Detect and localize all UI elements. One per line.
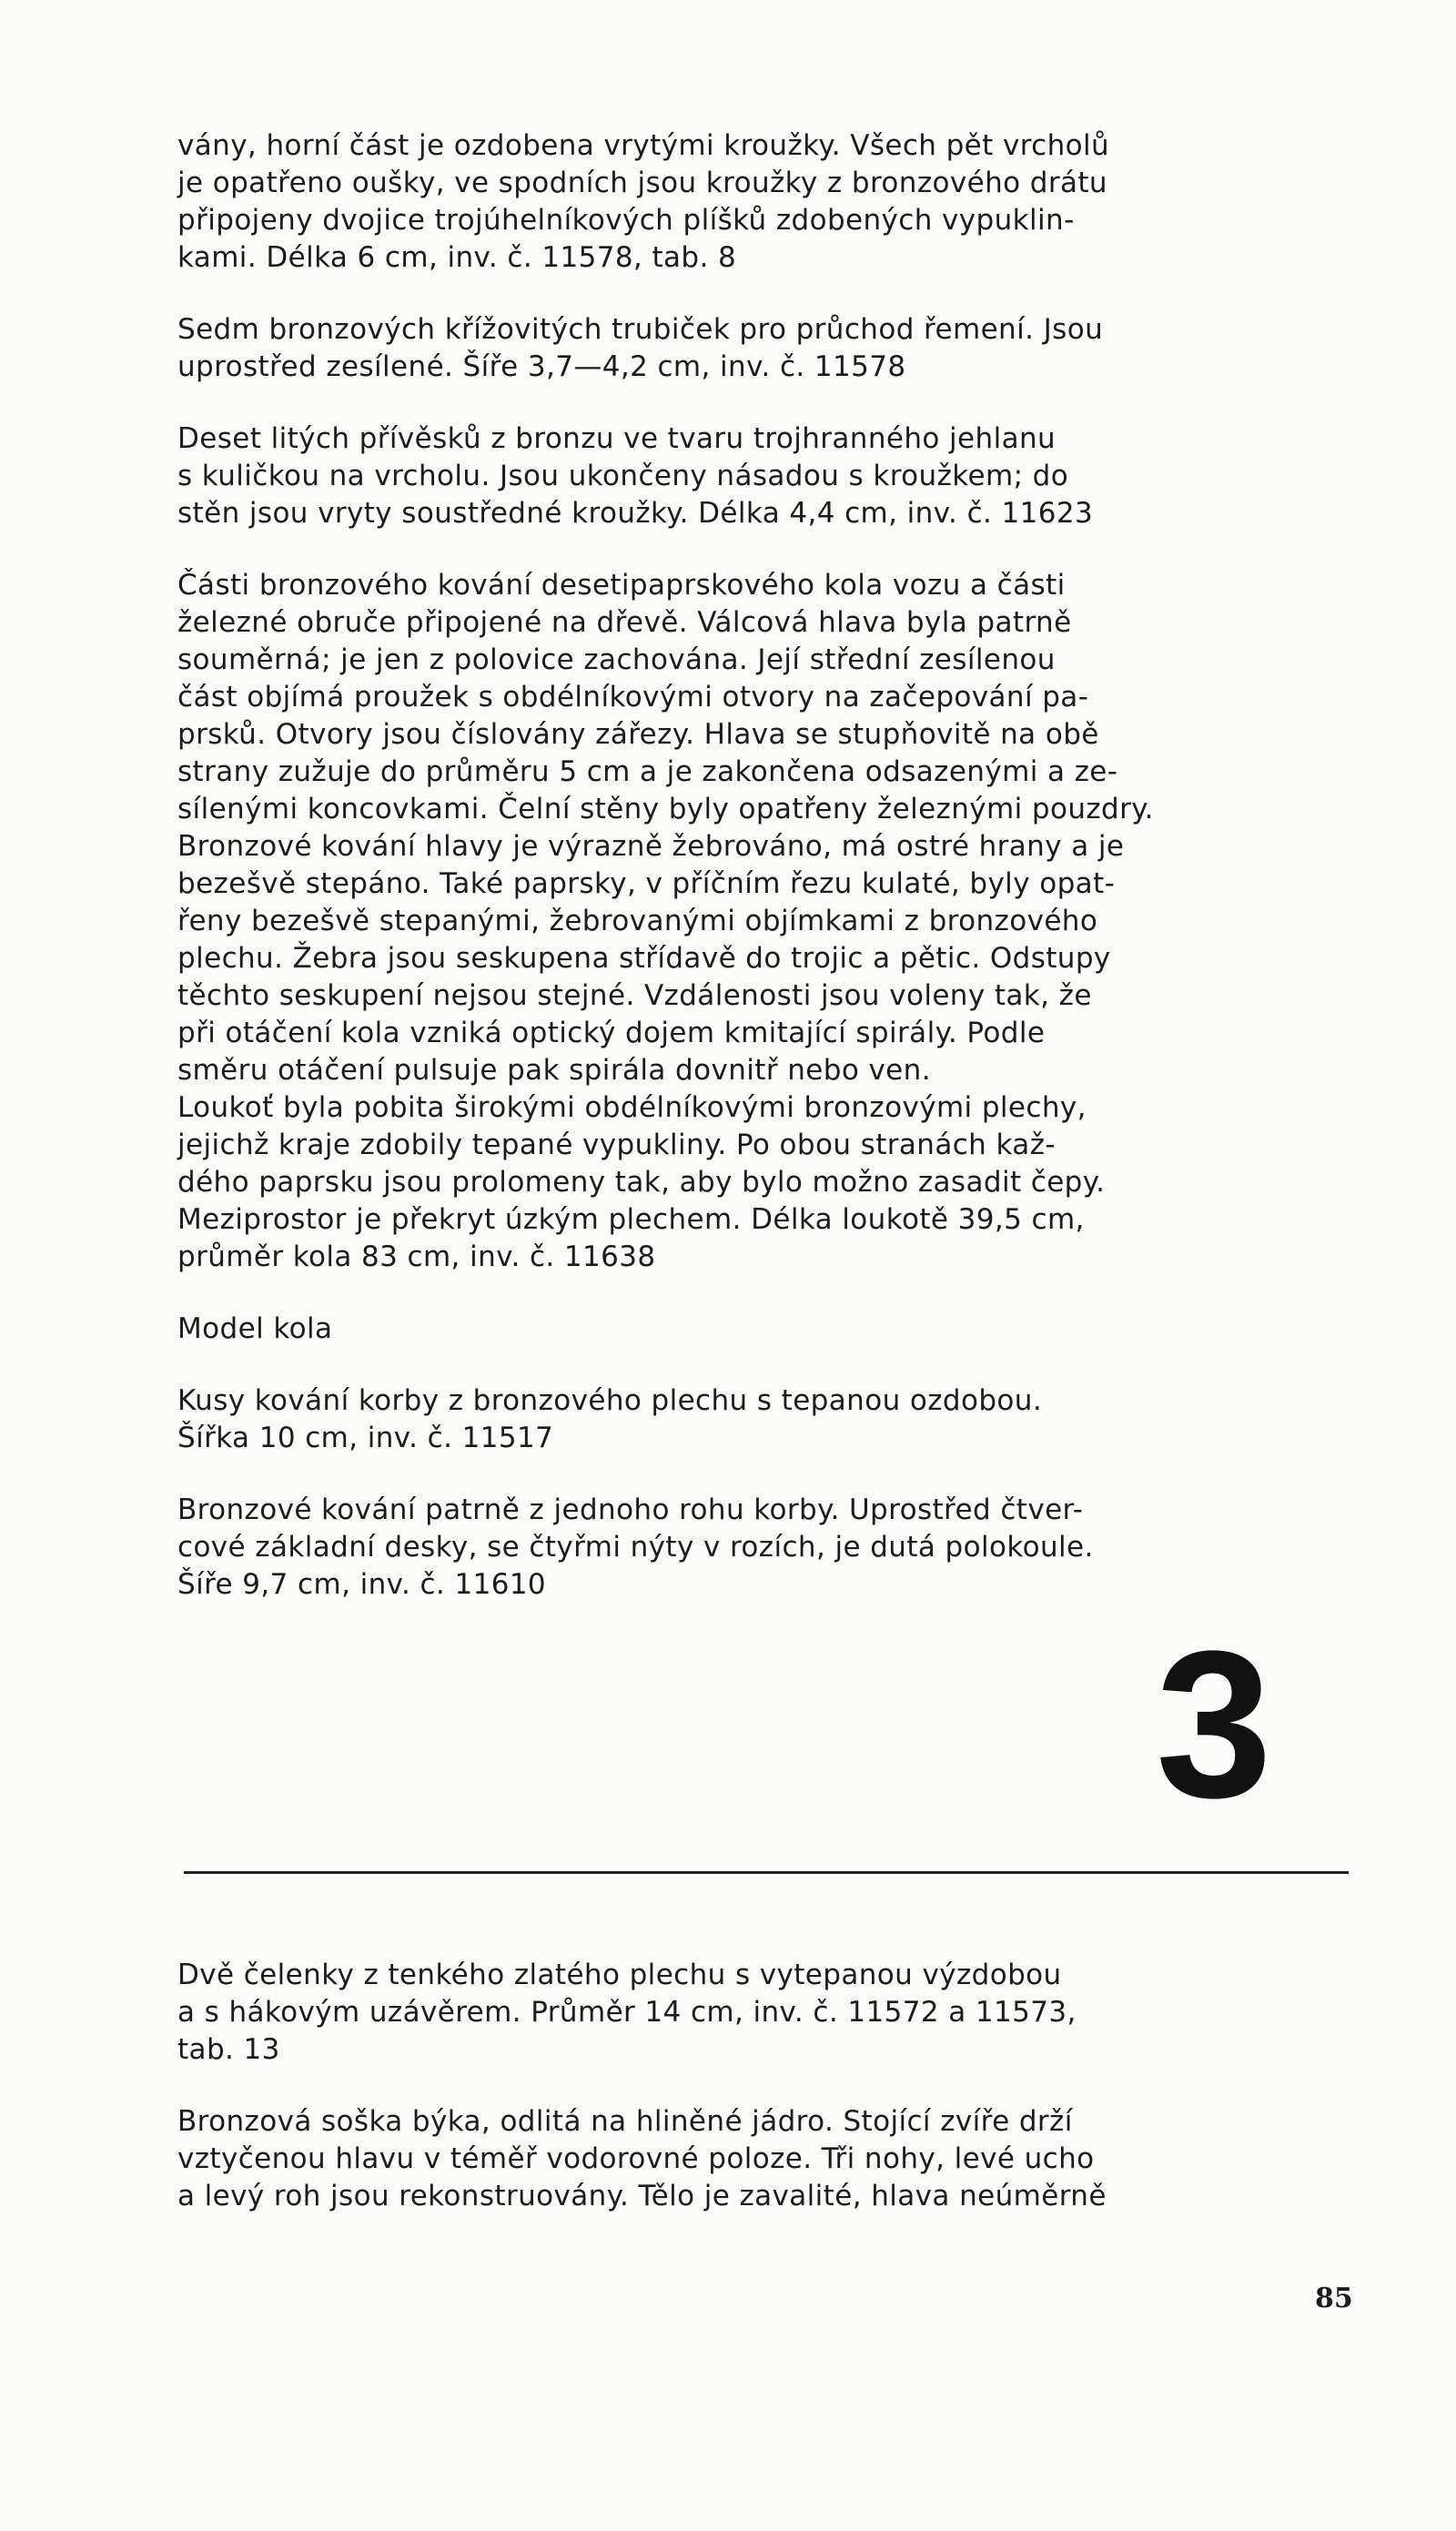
section-divider — [184, 1871, 1349, 1874]
page-number: 85 — [1315, 2283, 1353, 2314]
entry-gold-diadems: Dvě čelenky z tenkého zlatého plechu s vytepanou výzdobou a s hákovým uzávěrem. Průměr 14 cm, inv. č. 11572 a 11573, tab. 13 — [177, 1959, 1077, 2066]
entry-wheel-fittings: Části bronzového kování desetipaprskového kola vozu a části železné obruče připojené na dřevě. Válcová hlava byla patrně souměrná; je jen z polovice zachována. Její střední zesílenou část objímá proužek s obdélníkovými otvory na začepování pa- prsků. Otvory jsou číslovány zářezy. Hlava se stupňovitě na obě strany zužuje do průměru 5 cm a je zakončena odsazenými a ze- sílenými koncovkami. Čelní stěny byly opatřeny železnými pouzdry. Bronzové kování hlavy je výrazně žebrováno, má ostré hrany a je bezešvě stepáno. Také paprsky, v příčním řezu kulaté, byly opat- řeny bezešvě stepanými, žebrovanými objímkami z bronzového plechu. Žebra jsou seskupena střídavě do trojic a pětic. Odstupy těchto seskupení nejsou stejné. Vzdálenosti jsou voleny tak, že při otáčení kola vzniká optický dojem kmitající spirály. Podle směru otáčení pulsuje pak spirála dovnitř nebo ven. Loukoť byla pobita širokými obdélníkovými bronzovými plechy, jejichž kraje zdobily tepané vypukliny. Po obou stranách kaž- dého paprsku jsou prolomeny tak, aby bylo možno zasadit čepy. Meziprostor je překryt úzkým plechem. Délka loukotě 39,5 cm, průměr kola 83 cm, inv. č. 11638 — [177, 569, 1154, 1273]
entry-pyramid-pendants: Deset litých přívěsků z bronzu ve tvaru trojhranného jehlanu s kuličkou na vrcholu. Jsou ukončeny násadou s kroužkem; do stěn jsou vryty soustředné kroužky. Délka 4,4 cm, inv. č. 11623 — [177, 422, 1094, 530]
entry-corner-fitting: Bronzové kování patrně z jednoho rohu korby. Uprostřed čtver- cové základní desky, se čtyřmi nýty v rozích, je dutá polokoule. Šíře 9,7 cm, inv. č. 11610 — [177, 1493, 1094, 1601]
entry-cross-tubes: Sedm bronzových křížovitých trubiček pro průchod řemení. Jsou uprostřed zesílené. Šíře 3,7—4,2 cm, inv. č. 11578 — [177, 313, 1104, 383]
catalog-entries-top — [177, 127, 1351, 1638]
section-number: 3 — [1156, 1607, 1272, 1841]
entry-body-fittings: Kusy kování korby z bronzového plechu s tepanou ozdobou. Šířka 10 cm, inv. č. 11517 — [177, 1384, 1043, 1454]
entry-wheel-model: Model kola — [177, 1312, 333, 1345]
catalog-entries-bottom — [177, 1957, 1351, 2250]
entry-bull-statuette: Bronzová soška býka, odlitá na hliněné jádro. Stojící zvíře drží vztyčenou hlavu v téměř vodorovné poloze. Tři nohy, levé ucho a levý roh jsou rekonstruovány. Tělo je zavalité, hlava neúměrně — [177, 2105, 1107, 2212]
entry-pendants-continued: vány, horní část je ozdobena vrytými kroužky. Všech pět vrcholů je opatřeno oušky, ve spodních jsou kroužky z bronzového drátu připojeny dvojice trojúhelníkových plíšků zdobených vypuklin- kami. Délka 6 cm, inv. č. 11578, tab. 8 — [177, 129, 1110, 274]
